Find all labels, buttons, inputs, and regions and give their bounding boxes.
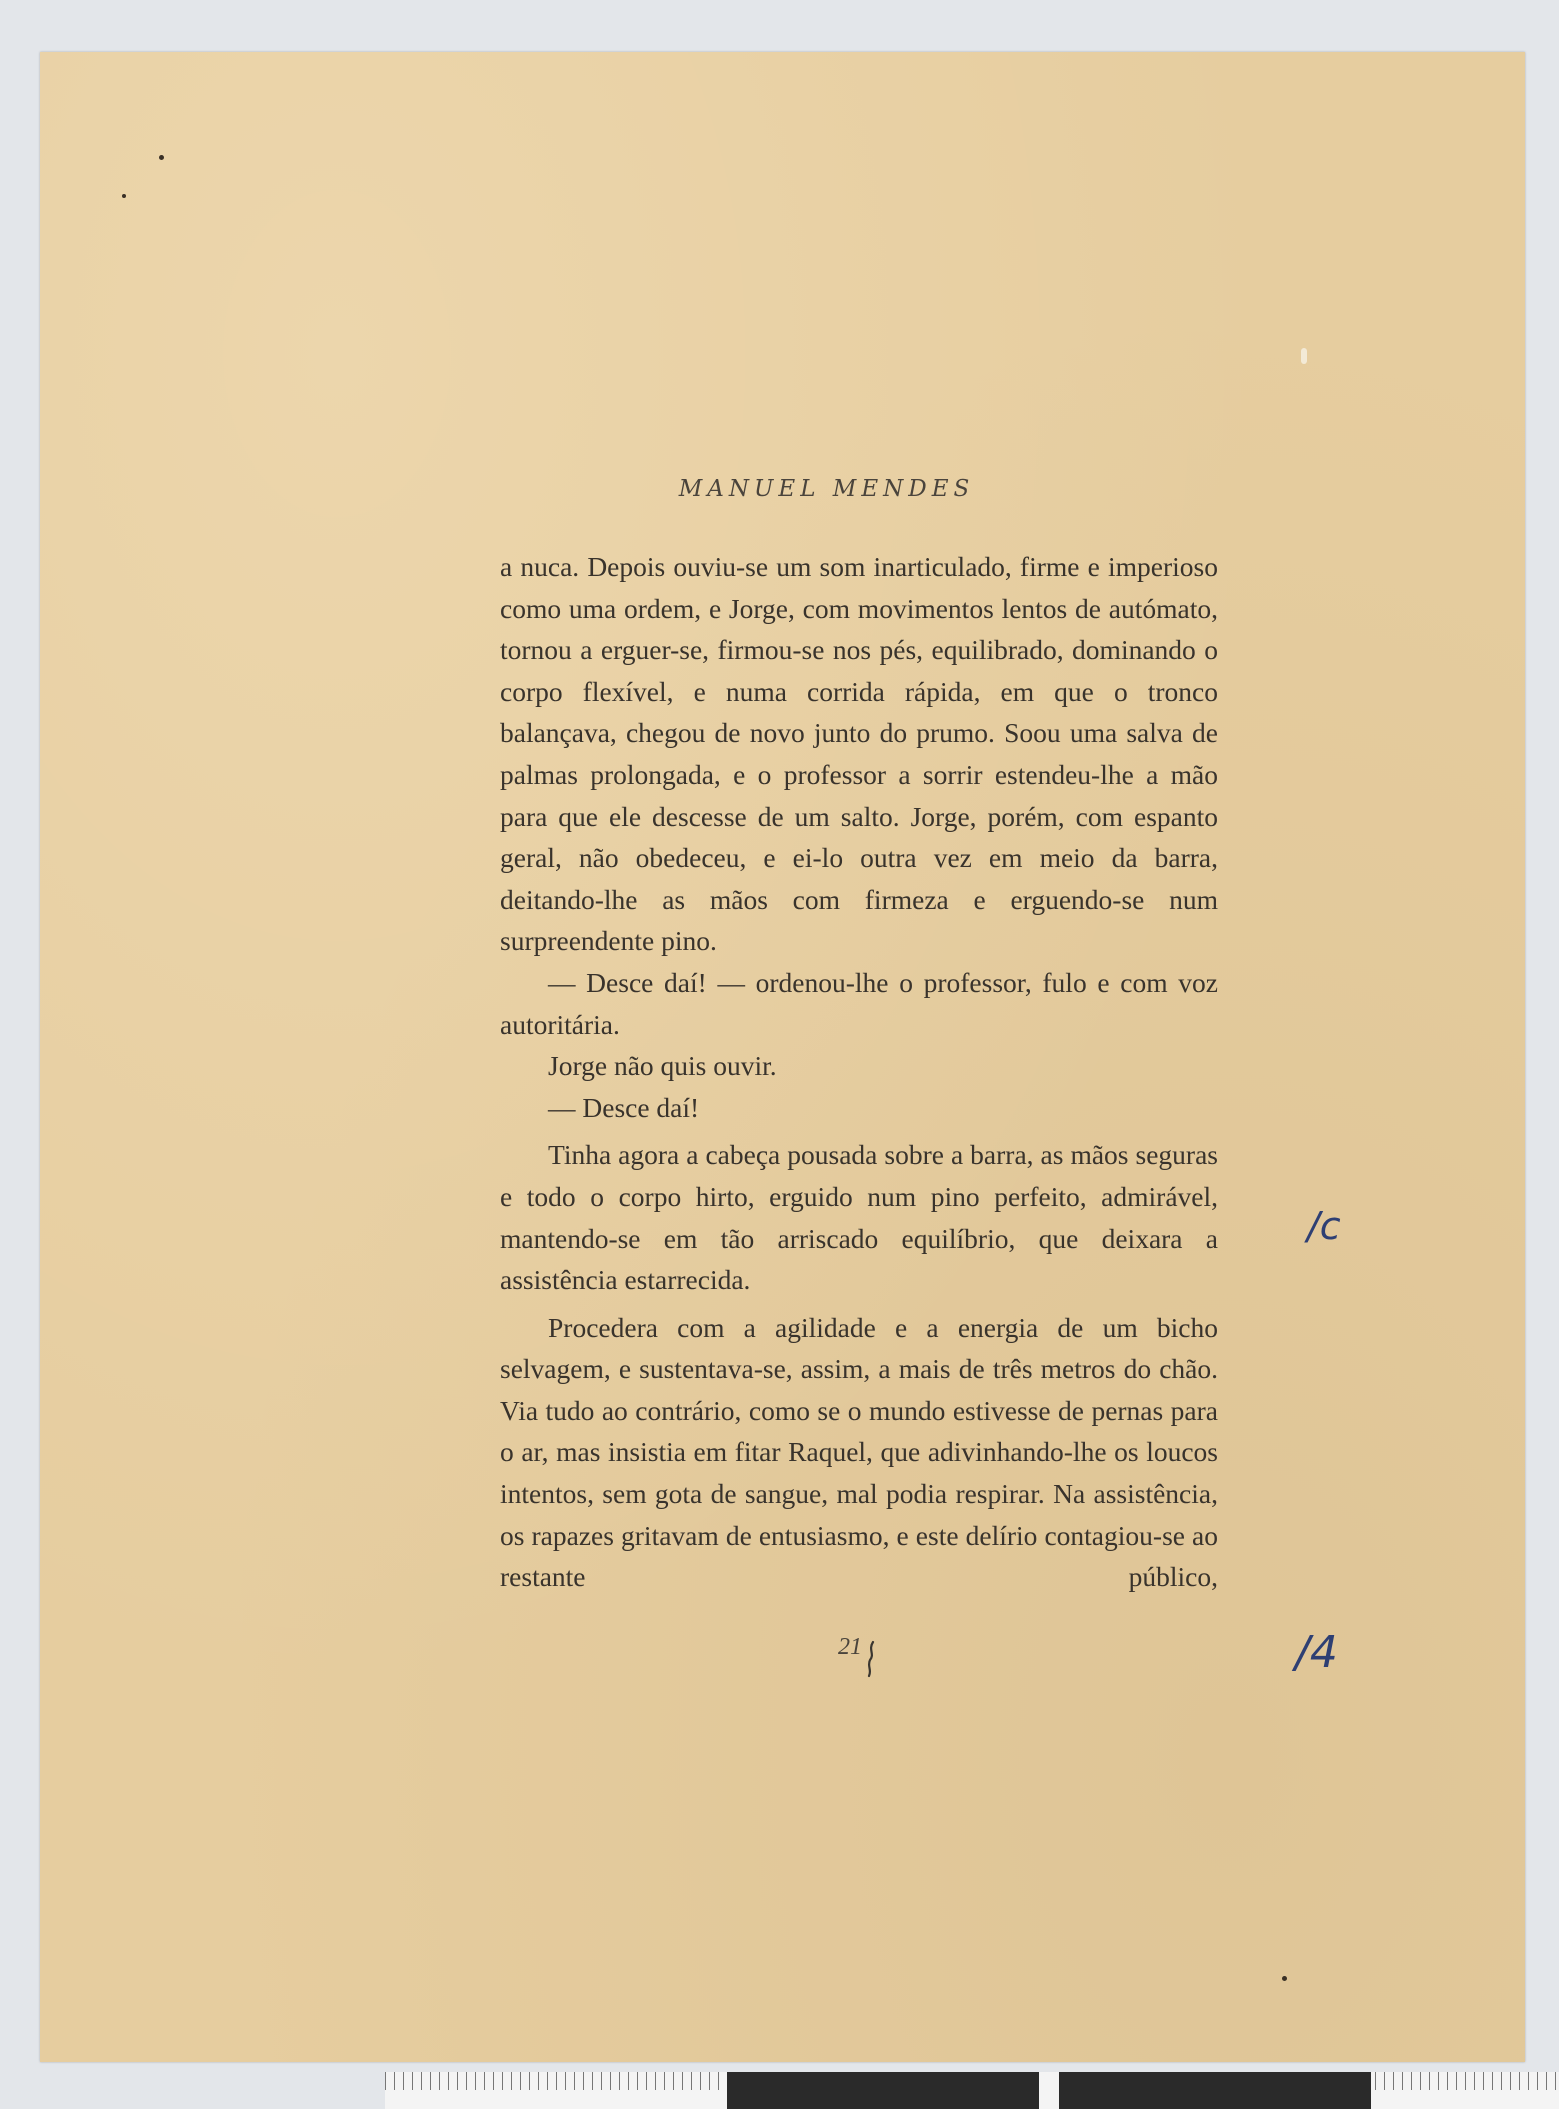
body-text [500, 546, 1218, 1598]
ruler-segment-dark [1059, 2072, 1371, 2109]
color-scale-ruler [385, 2072, 1559, 2109]
ruler-ticks [1375, 2072, 1559, 2090]
document-page [40, 52, 1525, 2062]
paper-tear [1301, 348, 1307, 364]
ruler-segment-dark [727, 2072, 1039, 2109]
paper-speck [122, 194, 126, 198]
paragraph: — Desce daí! — ordenou-lhe o professor, fulo e com voz autoritária. [500, 966, 1218, 1040]
paper-speck [1282, 1976, 1287, 1981]
paragraph: Tinha agora a cabeça pousada sobre a barra, as mãos seguras e todo o corpo hirto, erguido num pino perfeito, admirável, mantendo-se em tão arriscado equilíbrio, que deixara a assistência estarrecida. [500, 1139, 1218, 1296]
paragraph: Jorge não quis ouvir. [548, 1050, 777, 1082]
paragraph: a nuca. Depois ouviu-se um som inarticulado, firme e imperioso como uma ordem, e Jorge, com movimentos lentos de autómato, tornou a erguer-se, firmou-se nos pés, equilibrado, dominando o corpo flexível, e numa corrida rápida, em que o tronco balançava, chegou de novo junto do prumo. Soou uma salva de palmas prolongada, e o professor a sorrir estendeu-lhe a mão para que ele descesse de um salto. Jorge, porém, com espanto geral, não obedeceu, e ei-lo outra vez em meio da barra, deitando-lhe as mãos com firmeza e erguendo-se num surpreendente pino. [500, 551, 1218, 957]
handwritten-stroke-icon [864, 1640, 878, 1678]
ruler-ticks [385, 2072, 725, 2090]
paragraph: Procedera com a agilidade e a energia de um bicho selvagem, e sustentava-se, assim, a mais de três metros do chão. Via tudo ao contrário, como se o mundo estivesse de pernas para o ar, mas insistia em fitar Raquel, que adivinhando-lhe os loucos intentos, sem gota de sangue, mal podia respirar. Na assistência, os rapazes gritavam de entusiasmo, e este delírio contagiou-se ao restante público, [500, 1311, 1218, 1593]
margin-annotation: /c [1307, 1204, 1341, 1248]
running-head: MANUEL MENDES [678, 476, 975, 502]
paragraph: — Desce daí! [548, 1091, 700, 1123]
paper-speck [159, 155, 164, 160]
page-number: 21 [838, 1634, 862, 1660]
margin-annotation: /4 [1295, 1627, 1338, 1678]
